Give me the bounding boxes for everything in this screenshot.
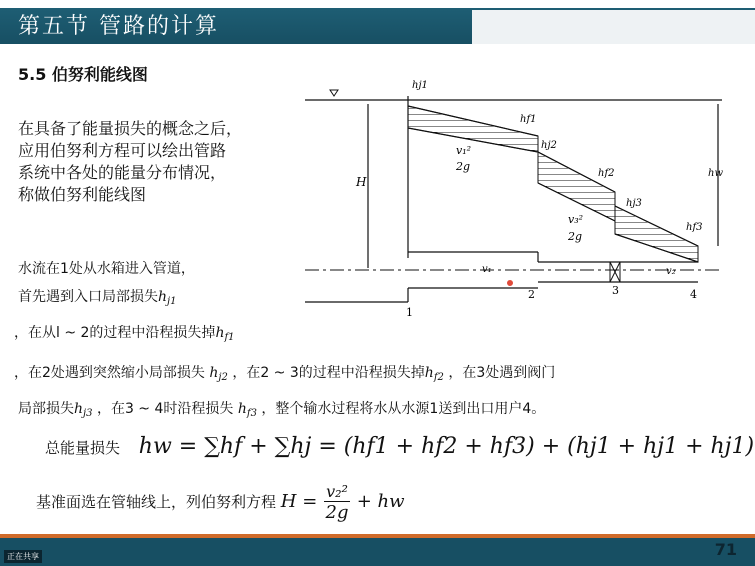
flow-text: ，在3 ~ 4时沿程损失 — [96, 401, 234, 417]
symbol-sub: f3 — [246, 408, 257, 419]
intro-line: 应用伯努利方程可以绘出管路 — [18, 141, 227, 160]
intro-line: 称做伯努利能线图 — [18, 185, 147, 204]
flow-text: ，在2 ~ 3的过程中沿程损失掉 — [232, 365, 425, 381]
intro-line: 在具备了能量损失的概念之后， — [18, 119, 243, 138]
label-hj2: hj2 — [541, 140, 557, 151]
slide-footer — [0, 534, 755, 566]
symbol-h: h — [209, 365, 219, 381]
section-title: 5.5 伯努利能线图 — [18, 65, 148, 84]
symbol-h: h — [237, 401, 247, 417]
symbol-h: h — [424, 365, 434, 381]
symbol-sub: j1 — [167, 296, 177, 307]
label-2g-3: 2g — [568, 230, 583, 243]
fraction-denominator: 2g — [325, 502, 349, 523]
point-label-2: 2 — [528, 288, 535, 301]
equation-label: 总能量损失 — [45, 439, 121, 457]
symbol-h: h — [158, 289, 168, 305]
symbol-sub: f1 — [224, 332, 235, 343]
label-H: H — [356, 175, 367, 189]
equation-formula: hw = ∑hf + ∑hj = (hf1 + hf2 + hf3) + (hj1 + hj1 + hj1) — [138, 434, 755, 459]
label-hf1: hf1 — [520, 114, 537, 125]
label-hf2: hf2 — [598, 168, 615, 179]
cursor-marker — [507, 280, 513, 286]
label-v3sq: v₃² — [568, 213, 584, 226]
flow-text: 首先遇到入口局部损失 — [18, 289, 158, 305]
equation-rhs: + hw — [356, 491, 405, 512]
sharing-indicator[interactable]: 正在共享 — [4, 550, 42, 563]
symbol-sub: j3 — [83, 408, 93, 419]
flow-text: ，在2处遇到突然缩小局部损失 — [14, 365, 205, 381]
flow-text: ，整个输水过程将水从水源1送到出口用户4。 — [261, 401, 546, 417]
flow-line-1: 水流在1处从水箱进入管道， — [18, 261, 195, 277]
flow-text: ，在3处遇到阀门 — [448, 365, 556, 381]
point-label-4: 4 — [690, 288, 697, 301]
hatch-segment-3 — [615, 206, 698, 262]
flow-text: 局部损失 — [18, 401, 74, 417]
symbol-h: h — [215, 325, 225, 341]
label-hj1: hj1 — [412, 80, 428, 91]
intro-line: 系统中各处的能量分布情况， — [18, 163, 227, 182]
hatch-segment-1 — [408, 106, 538, 152]
fraction-numerator: v₂² — [326, 482, 348, 501]
slide-title: 第五节 管路的计算 — [18, 14, 219, 39]
footer-accent-bar — [0, 534, 755, 538]
water-level-marker — [330, 90, 338, 96]
equation-label: 基准面选在管轴线上，列伯努利方程 — [36, 493, 277, 511]
label-v1: v₁ — [482, 264, 492, 275]
point-label-3: 3 — [612, 284, 619, 297]
label-hj3: hj3 — [626, 198, 642, 209]
label-v1sq: v₁² — [456, 144, 472, 157]
flow-text: ，在从l ~ 2的过程中沿程损失掉 — [14, 325, 216, 341]
label-v2: v₂ — [666, 266, 676, 277]
label-2g-1: 2g — [456, 160, 471, 173]
symbol-h: h — [74, 401, 84, 417]
label-hw: hw — [708, 168, 723, 179]
equation-lhs: H = — [280, 491, 318, 512]
hatch-segment-2 — [538, 152, 615, 221]
symbol-sub: f2 — [433, 372, 444, 383]
symbol-sub: j2 — [218, 372, 228, 383]
point-label-1: 1 — [406, 306, 413, 319]
label-hf3: hf3 — [686, 222, 703, 233]
page-number: 71 — [714, 540, 737, 559]
